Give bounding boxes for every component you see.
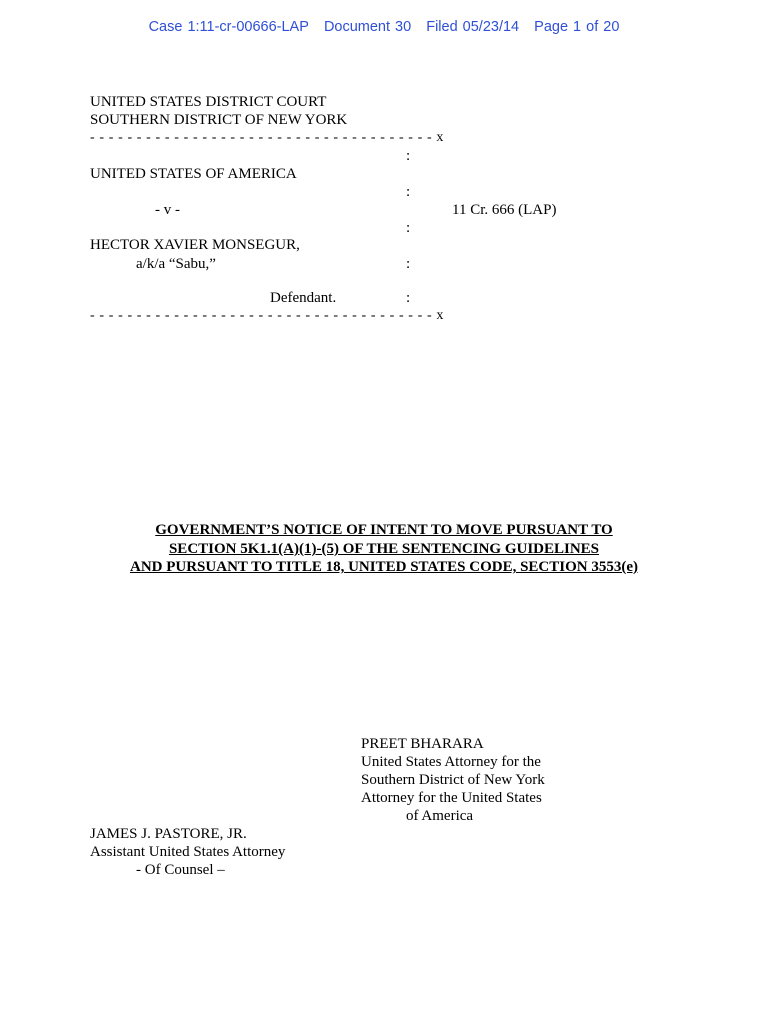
counsel-title: Assistant United States Attorney: [90, 844, 286, 860]
defendant-aka: a/k/a “Sabu,”: [136, 256, 216, 272]
court-name-line2: SOUTHERN DISTRICT OF NEW YORK: [90, 112, 348, 128]
caption-colon: :: [406, 290, 411, 306]
case-number-stamp: Case 1:11-cr-00666-LAP: [148, 19, 309, 35]
defendant-name: HECTOR XAVIER MONSEGUR,: [90, 237, 300, 253]
filing-stamp: [0, 18, 768, 36]
document-title-line3: AND PURSUANT TO TITLE 18, UNITED STATES CODE, SECTION 3553(e): [129, 559, 639, 575]
signatory-title-line2: Southern District of New York: [361, 772, 545, 788]
defendant-label: Defendant.: [270, 290, 337, 306]
caption-rule-top: - - - - - - - - - - - - - - - - - - - - - - - - - - - - - - - - - - - - - x: [90, 130, 444, 145]
court-name-line1: UNITED STATES DISTRICT COURT: [90, 94, 327, 110]
signatory-title-line3: Attorney for the United States: [361, 790, 542, 806]
caption-colon: :: [406, 148, 411, 164]
plaintiff-name: UNITED STATES OF AMERICA: [90, 166, 297, 182]
caption-colon: :: [406, 184, 411, 200]
counsel-role: - Of Counsel –: [136, 862, 225, 878]
document-number-stamp: Document 30: [323, 19, 412, 35]
caption-colon: :: [406, 256, 411, 272]
signatory-title-line4: of America: [406, 808, 474, 824]
signatory-title-line1: United States Attorney for the: [361, 754, 541, 770]
versus-label: - v -: [155, 202, 180, 218]
document-title-line1: GOVERNMENT’S NOTICE OF INTENT TO MOVE PURSUANT TO: [155, 522, 613, 538]
counsel-name: JAMES J. PASTORE, JR.: [90, 826, 247, 842]
filed-date-stamp: Filed 05/23/14: [426, 19, 520, 35]
signatory-name: PREET BHARARA: [361, 736, 484, 752]
case-number: 11 Cr. 666 (LAP): [452, 202, 557, 218]
caption-rule-bottom: - - - - - - - - - - - - - - - - - - - - - - - - - - - - - - - - - - - - - x: [90, 308, 444, 323]
page-number-stamp: Page 1 of 20: [534, 19, 620, 35]
caption-colon: :: [406, 220, 411, 236]
document-title-line2: SECTION 5K1.1(A)(1)-(5) OF THE SENTENCING GUIDELINES: [168, 541, 600, 557]
